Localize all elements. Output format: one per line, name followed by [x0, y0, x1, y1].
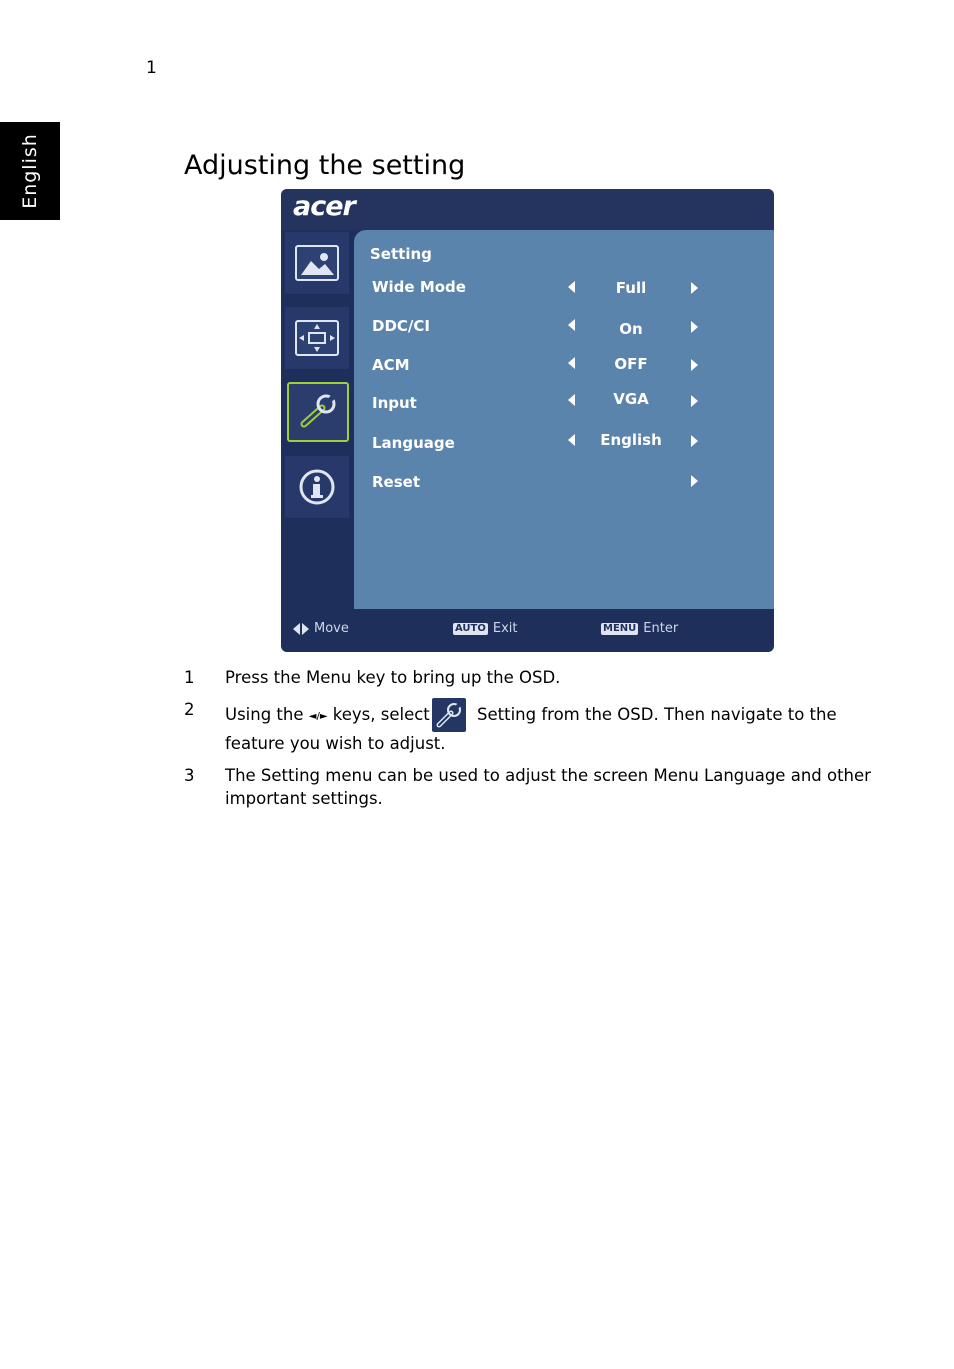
- page-number: 1: [146, 58, 157, 78]
- osd-menu: [281, 189, 774, 652]
- exit-label: Exit: [492, 621, 518, 636]
- step-text-after: Setting from the OSD. Then navigate to the feature you wish to adjust.: [225, 705, 837, 753]
- step-text-before: Using the: [225, 705, 304, 724]
- menu-value: On: [619, 320, 643, 338]
- step-item: [184, 698, 884, 755]
- left-arrow-icon[interactable]: [568, 394, 575, 406]
- left-arrow-icon[interactable]: [568, 357, 575, 369]
- right-arrow-icon[interactable]: [691, 282, 698, 294]
- step-item: [184, 764, 884, 810]
- right-arrow-icon[interactable]: [691, 359, 698, 371]
- right-arrow-icon[interactable]: [691, 395, 698, 407]
- step-text: Press the Menu key to bring up the OSD.: [225, 668, 561, 687]
- menu-label: Wide Mode: [372, 278, 466, 296]
- setting-icon: [432, 698, 466, 732]
- menu-row-acm[interactable]: [281, 356, 774, 380]
- step-number: 2: [184, 700, 195, 719]
- menu-value: VGA: [613, 390, 649, 408]
- left-arrow-icon[interactable]: [568, 319, 575, 331]
- language-tab: [0, 122, 60, 220]
- auto-key: AUTO: [455, 622, 486, 634]
- enter-label: Enter: [643, 621, 679, 636]
- menu-key: MENU: [603, 622, 637, 634]
- move-label: Move: [314, 621, 349, 636]
- menu-row-reset[interactable]: [281, 473, 774, 497]
- right-arrow-icon[interactable]: [691, 475, 698, 487]
- left-arrow-icon[interactable]: [568, 434, 575, 446]
- menu-label: Language: [372, 434, 455, 452]
- arrow-keys-icon: ◄/►: [308, 711, 328, 722]
- menu-value: English: [600, 431, 662, 449]
- menu-value: OFF: [614, 355, 648, 373]
- exit-hint: [453, 621, 518, 636]
- osd-footer: [281, 609, 774, 652]
- steps-list: [184, 666, 884, 819]
- right-arrow-icon[interactable]: [691, 435, 698, 447]
- acer-logo: acer: [293, 191, 355, 222]
- right-arrow-icon[interactable]: [691, 321, 698, 333]
- step-number: 1: [184, 668, 195, 687]
- osd-heading: Setting: [370, 245, 432, 263]
- picture-icon: [295, 245, 339, 281]
- menu-value: Full: [615, 279, 647, 297]
- menu-label: Input: [372, 394, 417, 412]
- left-arrow-icon: [293, 623, 300, 635]
- enter-hint: [601, 621, 678, 636]
- step-number: 3: [184, 766, 195, 785]
- right-arrow-icon: [302, 623, 309, 635]
- menu-row-ddc-ci[interactable]: [281, 317, 774, 341]
- left-arrow-icon[interactable]: [568, 281, 575, 293]
- menu-row-language[interactable]: [281, 431, 774, 458]
- menu-label: Reset: [372, 473, 420, 491]
- language-tab-label: English: [19, 133, 41, 209]
- step-item: [184, 666, 884, 689]
- menu-row-wide-mode[interactable]: [281, 278, 774, 302]
- menu-row-input[interactable]: [281, 390, 774, 418]
- step-text-middle: keys, select: [332, 705, 430, 724]
- move-hint: [293, 621, 349, 636]
- menu-label: ACM: [372, 356, 410, 374]
- menu-label: DDC/CI: [372, 317, 430, 335]
- page-title: Adjusting the setting: [184, 150, 466, 181]
- step-text: The Setting menu can be used to adjust the screen Menu Language and other important settings.: [225, 766, 871, 808]
